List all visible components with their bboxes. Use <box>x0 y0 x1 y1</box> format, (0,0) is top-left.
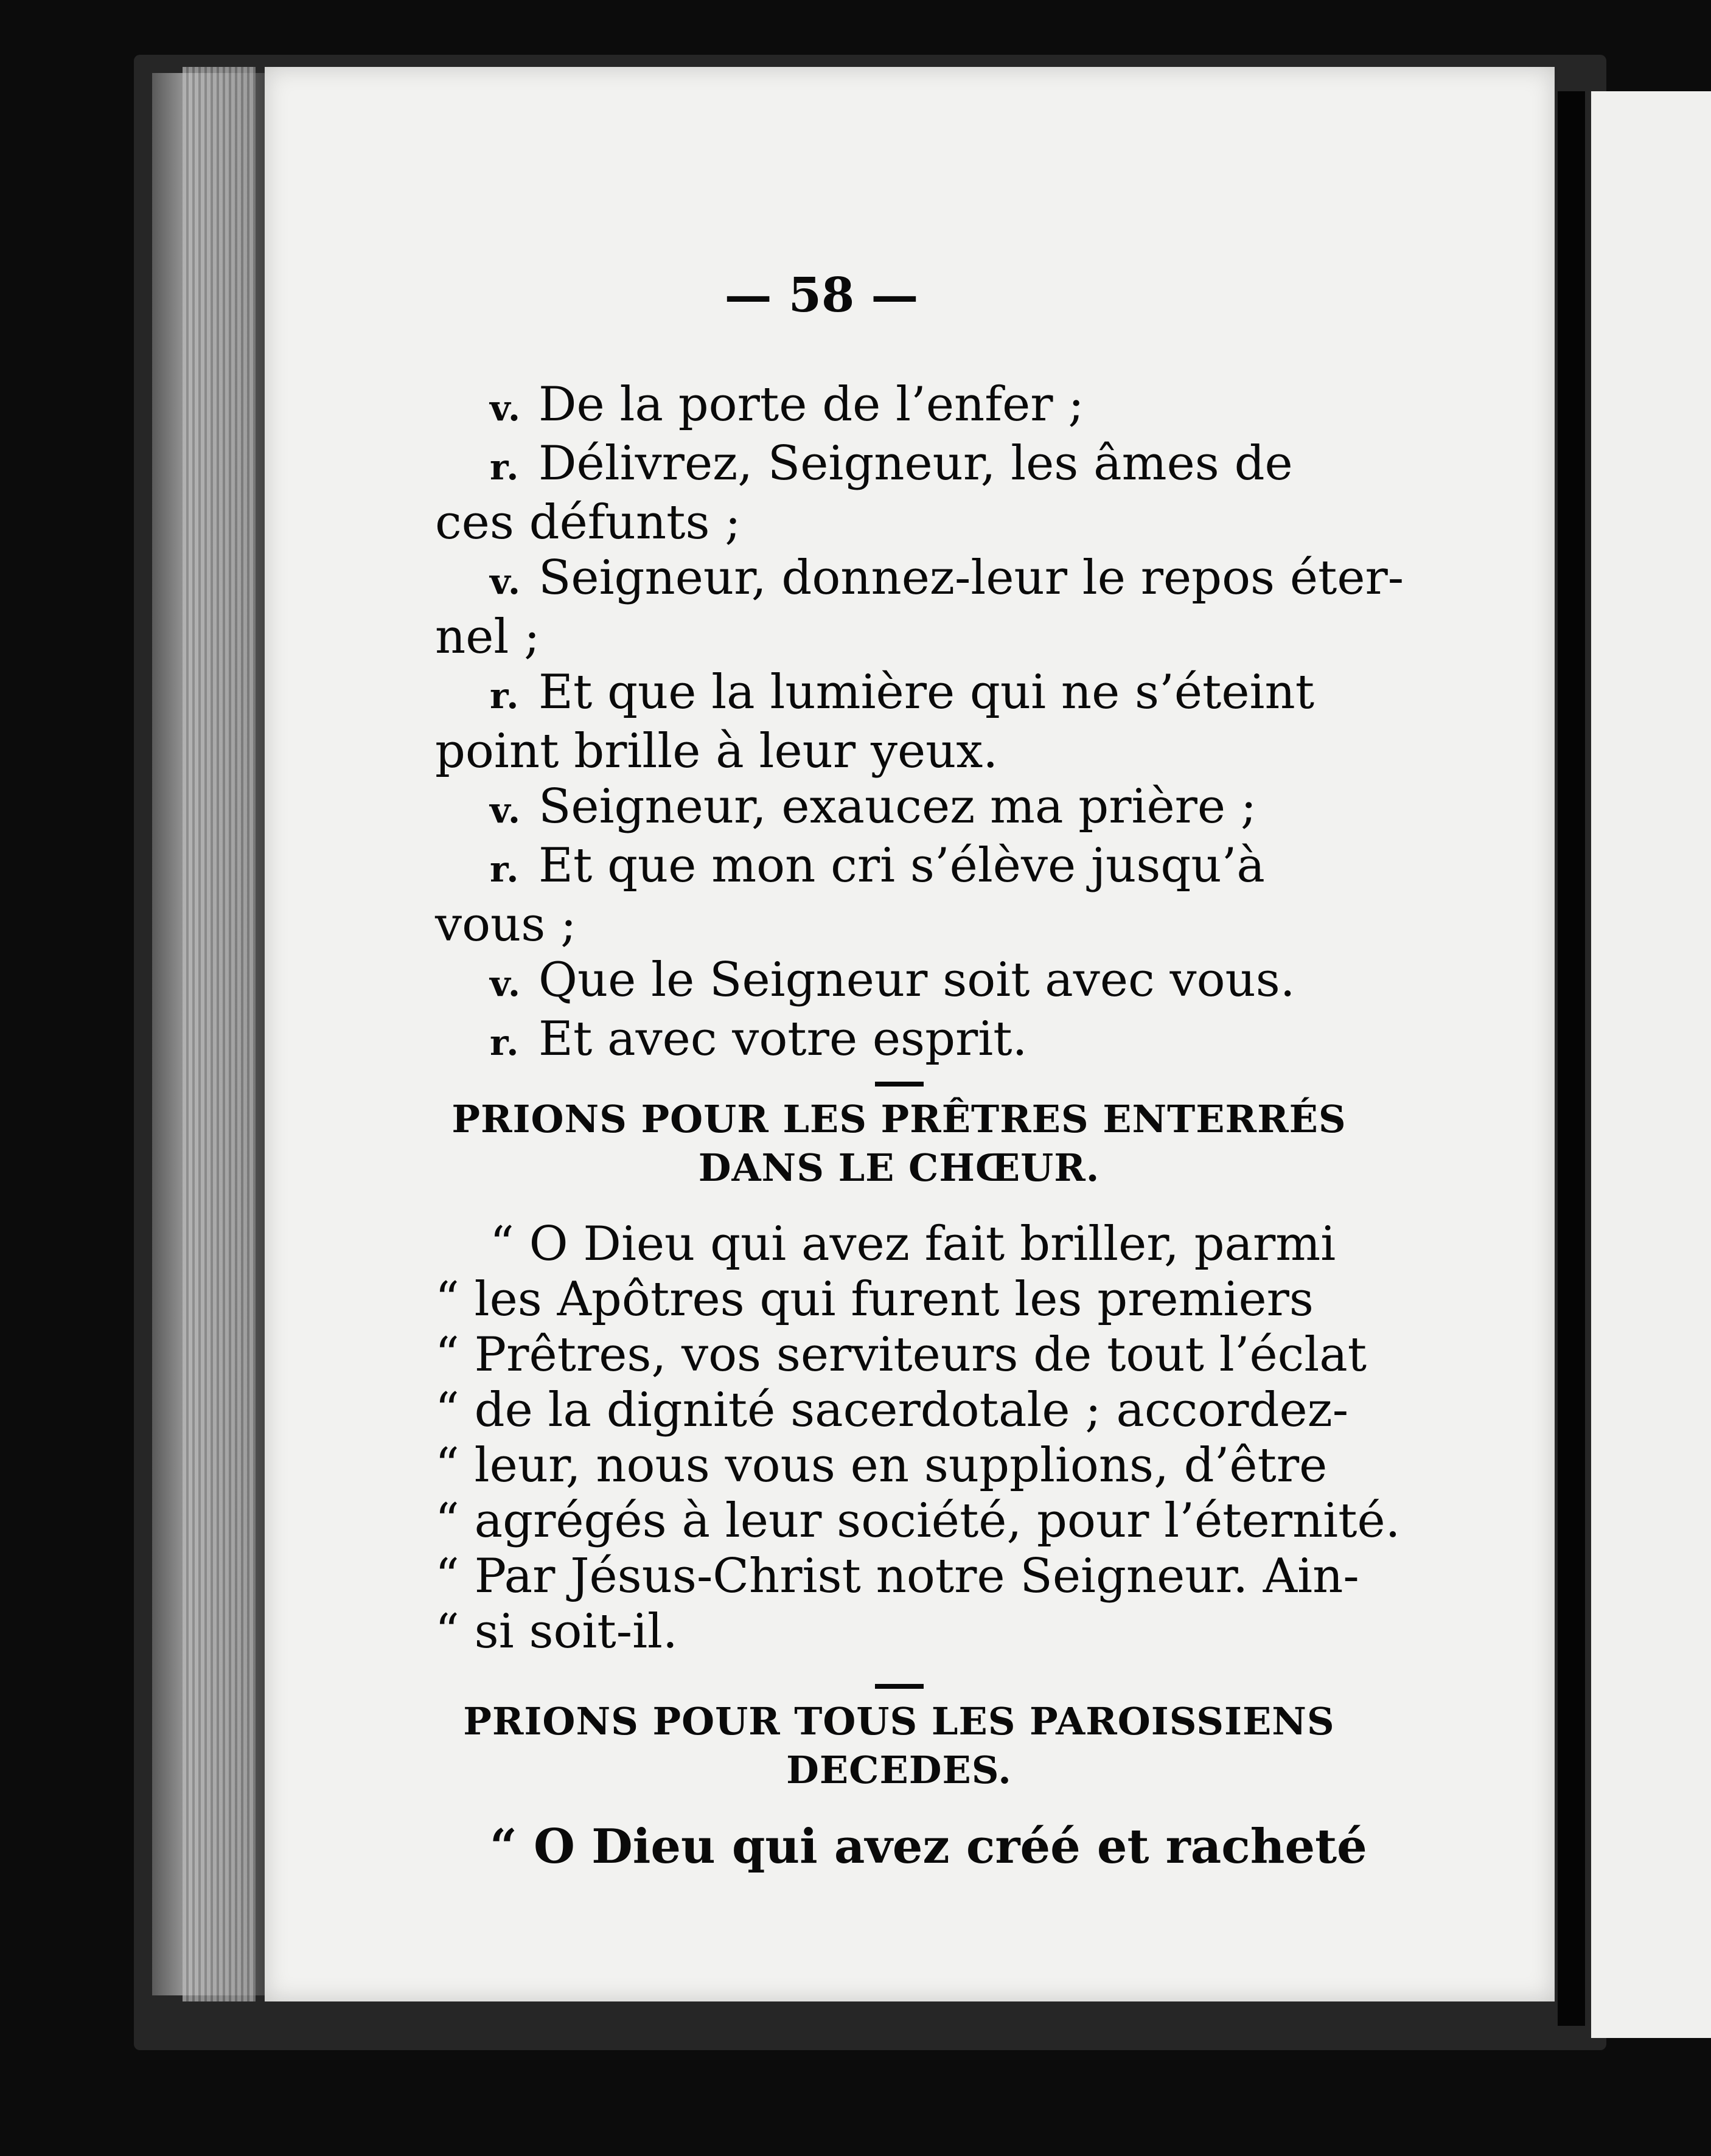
response-marker: r. <box>490 849 520 890</box>
section-divider <box>875 1082 924 1087</box>
section-heading-continued: DECEDES. <box>786 1748 1012 1792</box>
versicle-marker: v. <box>490 388 522 429</box>
page-number: — 58 — <box>724 268 919 323</box>
book-gutter <box>1558 91 1585 2026</box>
litany-line: r. Et que la lumière qui ne s’éteint <box>435 665 1363 724</box>
litany-line: v. Seigneur, exaucez ma prière ; <box>435 779 1363 838</box>
prayer-line: “ O Dieu qui avez fait briller, parmi <box>490 1217 1336 1271</box>
litany-line: vous ; <box>435 897 577 952</box>
litany-line: r. Délivrez, Seigneur, les âmes de <box>435 436 1363 495</box>
prayer-block <box>435 1819 1367 1874</box>
response-marker: r. <box>490 1022 520 1063</box>
prayer-line: “ agrégés à leur société, pour l’éternité. <box>435 1494 1401 1548</box>
prayer-block <box>435 1217 1401 1660</box>
section-divider <box>875 1684 924 1689</box>
litany-line: r. Et que mon cri s’élève jusqu’à <box>435 838 1363 897</box>
litany-line: ces défunts ; <box>435 495 741 550</box>
response-marker: r. <box>490 447 520 488</box>
prayer-line: “ Par Jésus-Christ notre Seigneur. Ain- <box>435 1549 1359 1604</box>
prayer-line: “ si soit-il. <box>435 1604 678 1659</box>
litany-line: v. De la porte de l’enfer ; <box>435 377 1363 436</box>
prayer-line: “ Prêtres, vos serviteurs de tout l’éclat <box>435 1327 1367 1382</box>
versicle-marker: v. <box>490 963 522 1004</box>
prayer-line: “ les Apôtres qui furent les premiers <box>435 1272 1314 1327</box>
section-heading: PRIONS POUR TOUS LES PAROISSIENS <box>463 1699 1335 1744</box>
prayer-line: “ de la dignité sacerdotale ; accordez- <box>435 1383 1349 1438</box>
litany-line: nel ; <box>435 610 540 664</box>
page-stack <box>183 67 256 2001</box>
prayer-line: “ O Dieu qui avez créé et racheté <box>490 1819 1367 1874</box>
litany-line: r. Et avec votre esprit. <box>435 1012 1363 1071</box>
litany-line: v. Que le Seigneur soit avec vous. <box>435 953 1363 1012</box>
facing-page-edge <box>1591 91 1711 2038</box>
page-text <box>435 262 1404 1874</box>
prayer-line: “ leur, nous vous en supplions, d’être <box>435 1438 1328 1493</box>
section-heading: PRIONS POUR LES PRÊTRES ENTERRÉS <box>451 1097 1347 1141</box>
versicle-marker: v. <box>490 790 522 831</box>
response-marker: r. <box>490 675 520 717</box>
versicle-marker: v. <box>490 561 522 602</box>
litany-line: point brille à leur yeux. <box>435 724 998 779</box>
section-heading-continued: DANS LE CHŒUR. <box>698 1146 1100 1190</box>
litany-line: v. Seigneur, donnez-leur le repos éter- <box>435 551 1363 610</box>
